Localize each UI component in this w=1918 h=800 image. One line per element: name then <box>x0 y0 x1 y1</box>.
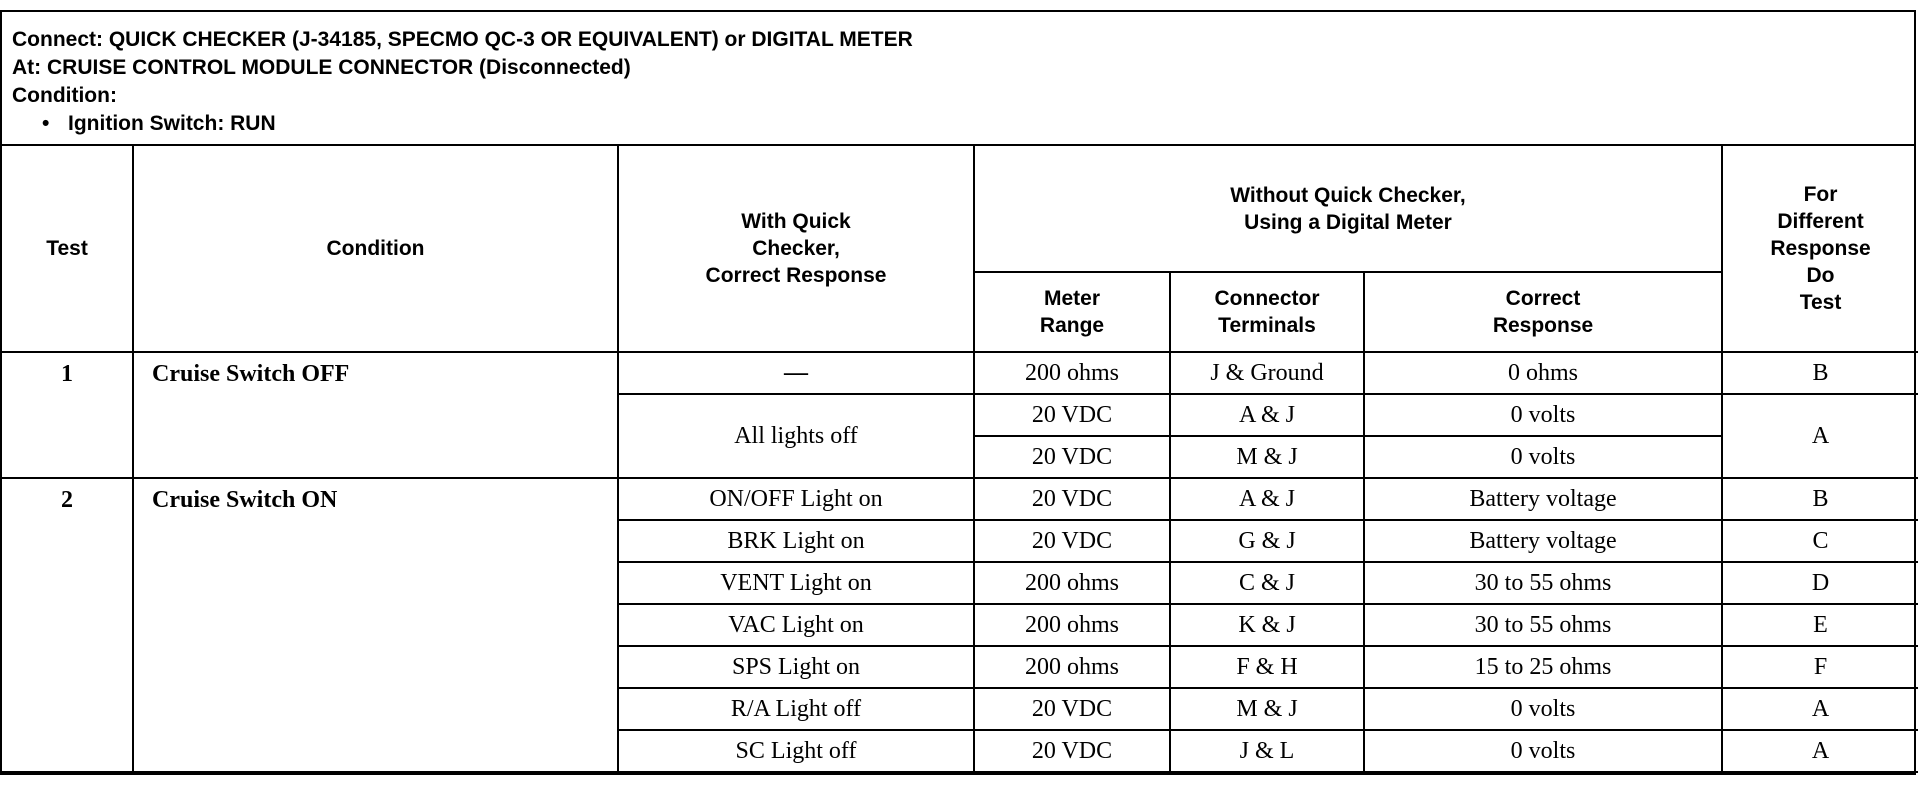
meter-range: 20 VDC <box>974 520 1170 562</box>
condition-label: Condition: <box>12 84 117 107</box>
connector-terminals: J & L <box>1170 730 1364 772</box>
correct-response: 0 volts <box>1364 730 1722 772</box>
quick-checker-response: SC Light off <box>618 730 974 772</box>
next-test: D <box>1722 562 1918 604</box>
table-row <box>2 478 1918 520</box>
header-test: Test <box>2 146 133 352</box>
test-condition: Cruise Switch OFF <box>133 352 618 478</box>
connect-line: Connect: QUICK CHECKER (J-34185, SPECMO QC-3 OR EQUIVALENT) or DIGITAL METER <box>12 28 913 51</box>
test-condition: Cruise Switch ON <box>133 478 618 772</box>
table-row <box>2 352 1918 394</box>
correct-response: 0 volts <box>1364 436 1722 478</box>
meter-range: 20 VDC <box>974 394 1170 436</box>
meter-range: 20 VDC <box>974 688 1170 730</box>
meter-range: 200 ohms <box>974 604 1170 646</box>
next-test: A <box>1722 688 1918 730</box>
meter-range: 20 VDC <box>974 436 1170 478</box>
correct-response: 0 volts <box>1364 688 1722 730</box>
header-connector-terminals: Connector Terminals <box>1170 272 1364 352</box>
meter-range: 200 ohms <box>974 562 1170 604</box>
bullet-icon: • <box>42 112 50 135</box>
connector-terminals: K & J <box>1170 604 1364 646</box>
correct-response: 30 to 55 ohms <box>1364 562 1722 604</box>
meter-range: 200 ohms <box>974 646 1170 688</box>
header-without-quick-checker: Without Quick Checker, Using a Digital Meter <box>974 146 1722 272</box>
meter-range: 20 VDC <box>974 478 1170 520</box>
header-condition: Condition <box>133 146 618 352</box>
header-for-different-response: For Different Response Do Test <box>1722 146 1918 352</box>
connector-terminals: F & H <box>1170 646 1364 688</box>
correct-response: Battery voltage <box>1364 478 1722 520</box>
intro-block <box>2 12 1914 146</box>
meter-range: 200 ohms <box>974 352 1170 394</box>
correct-response: 30 to 55 ohms <box>1364 604 1722 646</box>
meter-range: 20 VDC <box>974 730 1170 772</box>
connector-terminals: G & J <box>1170 520 1364 562</box>
quick-checker-response: SPS Light on <box>618 646 974 688</box>
correct-response: 0 ohms <box>1364 352 1722 394</box>
next-test: A <box>1722 730 1918 772</box>
quick-checker-response: ON/OFF Light on <box>618 478 974 520</box>
quick-checker-response: R/A Light off <box>618 688 974 730</box>
connector-terminals: C & J <box>1170 562 1364 604</box>
connector-terminals: M & J <box>1170 436 1364 478</box>
quick-checker-response: BRK Light on <box>618 520 974 562</box>
next-test: E <box>1722 604 1918 646</box>
next-test: F <box>1722 646 1918 688</box>
test-table <box>2 146 1918 773</box>
quick-checker-response: VENT Light on <box>618 562 974 604</box>
connector-terminals: J & Ground <box>1170 352 1364 394</box>
correct-response: 0 volts <box>1364 394 1722 436</box>
header-with-quick-checker: With Quick Checker, Correct Response <box>618 146 974 352</box>
condition-bullet <box>12 110 1904 138</box>
connector-terminals: A & J <box>1170 478 1364 520</box>
quick-checker-response: VAC Light on <box>618 604 974 646</box>
quick-checker-response: — <box>618 352 974 394</box>
at-line: At: CRUISE CONTROL MODULE CONNECTOR (Disconnected) <box>12 56 631 79</box>
header-meter-range: Meter Range <box>974 272 1170 352</box>
next-test: A <box>1722 394 1918 478</box>
test-number: 2 <box>2 478 133 772</box>
bullet-text: Ignition Switch: RUN <box>68 112 276 135</box>
correct-response: 15 to 25 ohms <box>1364 646 1722 688</box>
header-correct-response: Correct Response <box>1364 272 1722 352</box>
header-row-top <box>2 146 1918 272</box>
procedure-table-frame <box>0 10 1916 775</box>
quick-checker-response: All lights off <box>618 394 974 478</box>
next-test: B <box>1722 352 1918 394</box>
next-test: B <box>1722 478 1918 520</box>
connector-terminals: A & J <box>1170 394 1364 436</box>
connector-terminals: M & J <box>1170 688 1364 730</box>
test-number: 1 <box>2 352 133 478</box>
correct-response: Battery voltage <box>1364 520 1722 562</box>
next-test: C <box>1722 520 1918 562</box>
